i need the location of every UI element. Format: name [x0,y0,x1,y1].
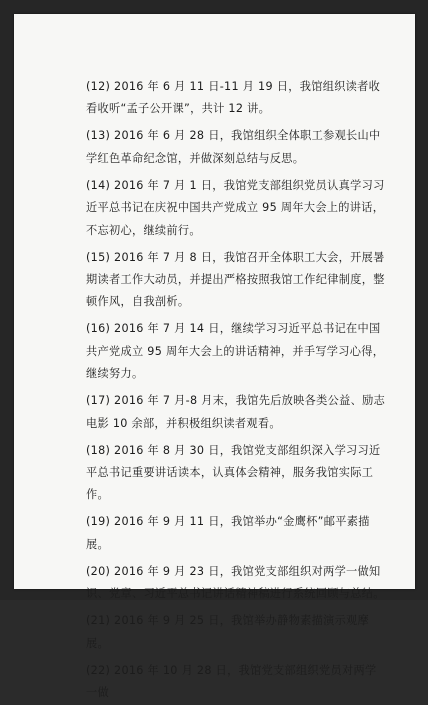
list-item: (20) 2016 年 9 月 23 日，我馆党支部组织对两学一做知识、党章、习近平总书记讲话精神稿进行系统回顾与总结。 [86,564,385,601]
list-item: (14) 2016 年 7 月 1 日，我馆党支部组织党员认真学习习近平总书记在庆祝中国共产党成立 95 周年大会上的讲话，不忘初心，继续前行。 [86,178,385,237]
list-item: (18) 2016 年 8 月 30 日，我馆党支部组织深入学习习近平总书记重要讲话读本，认真体会精神，服务我馆实际工作。 [86,443,381,502]
list-item: (19) 2016 年 9 月 11 日，我馆举办“金鹰杯”邮平素描展。 [86,515,370,551]
document-body [86,76,386,705]
list-item: (12) 2016 年 6 月 11 日-11 月 19 日，我馆组织读者收看收听“孟子公开课”，共计 12 讲。 [86,80,381,116]
list-item: (15) 2016 年 7 月 8 日，我馆召开全体职工大会，开展暑期读者工作大动员，并提出严格按照我馆工作纪律制度，整顿作风，自我剖析。 [86,250,385,309]
list-item: (17) 2016 年 7 月-8 月末，我馆先后放映各类公益、励志电影 10 余部，并积极组织读者观看。 [86,394,386,430]
list-item: (16) 2016 年 7 月 14 日，继续学习习近平总书记在中国共产党成立 95 周年大会上的讲话精神，并手写学习心得，继续努力。 [86,322,385,381]
document-page [14,14,415,700]
list-item: (21) 2016 年 9 月 25 日，我馆举办静物素描演示观摩展。 [86,614,370,650]
list-item: (13) 2016 年 6 月 28 日，我馆组织全体职工参观长山中学红色革命纪念馆，并做深刻总结与反思。 [86,129,381,165]
list-item: (22) 2016 年 10 月 28 日，我馆党支部组织党员对两学一做 [86,663,377,700]
